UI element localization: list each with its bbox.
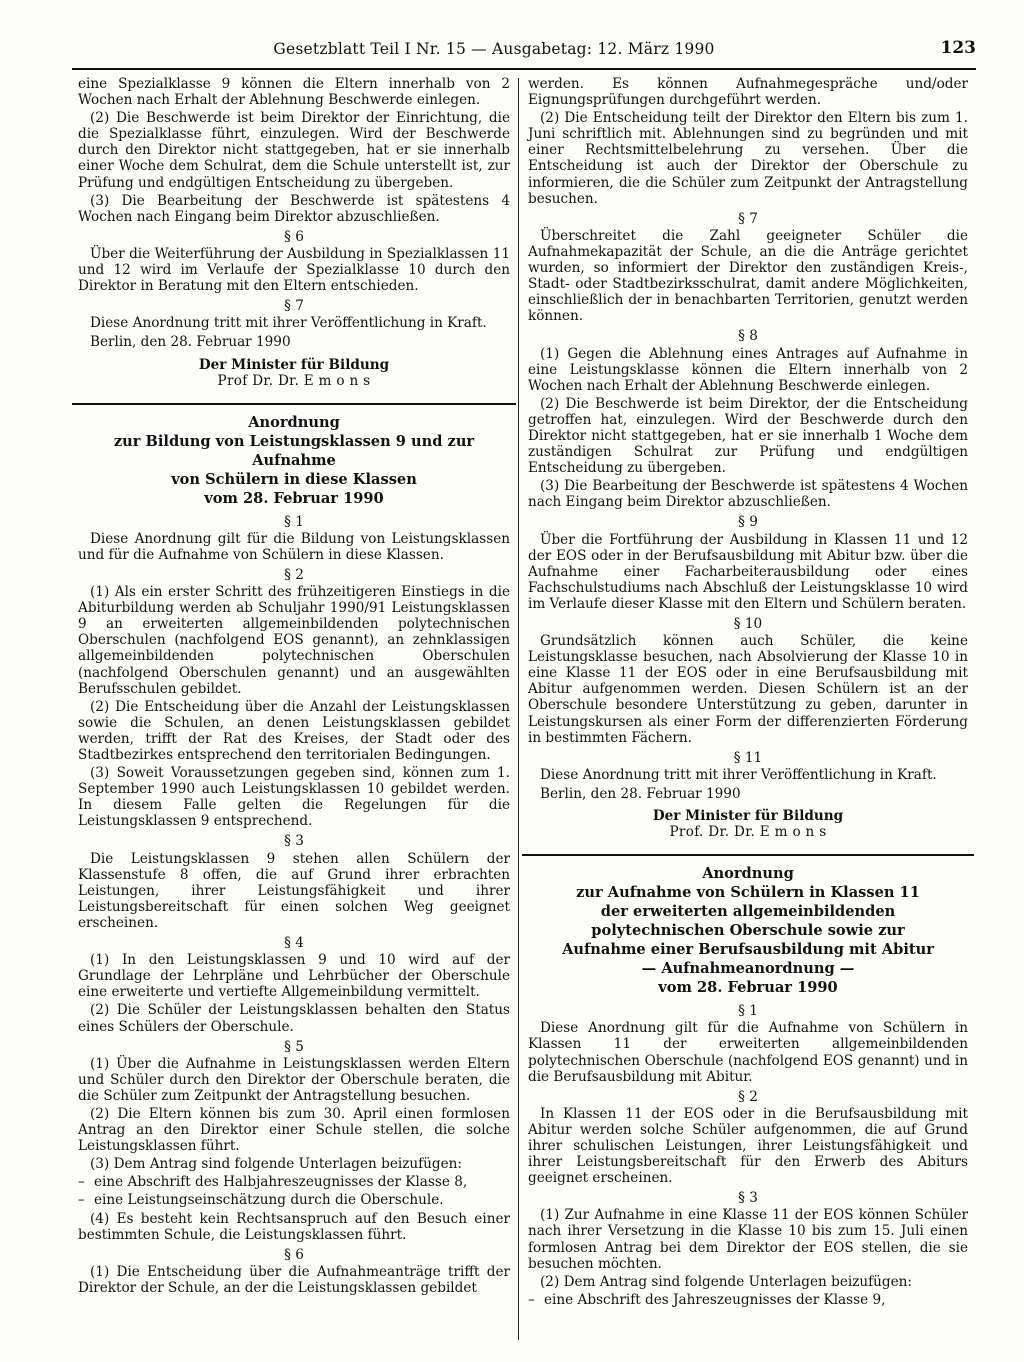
paragraph: Diese Anordnung tritt mit ihrer Veröffentlichung in Kraft.: [90, 315, 487, 332]
list-item: – eine Abschrift des Halbjahreszeugnisses der Klasse 8,: [78, 1174, 468, 1191]
signatory-title: Der Minister für Bildung: [198, 356, 390, 373]
section-heading: § 8: [738, 328, 758, 345]
section-separator: [72, 403, 516, 405]
signatory-title: Der Minister für Bildung: [652, 808, 844, 825]
section-heading: § 2: [738, 1088, 758, 1105]
paragraph: (1) Gegen die Ablehnung eines Antrages auf Aufnahme in eine Leistungsklasse können die Eltern innerhalb von 2 Wochen nach Erhalt der Ablehnung Beschwerde einlegen.: [528, 345, 968, 394]
section-heading: § 10: [733, 616, 763, 632]
paragraph: (1) Zur Aufnahme in eine Klasse 11 der EOS können Schüler nach ihrer Versetzung in die Klasse 10 bis zum 15. Juli einen formlosen Antrag bei dem Direktor der EOS stellen, die sie besuchen möchten.: [528, 1207, 968, 1272]
section-heading: § 7: [284, 298, 304, 315]
paragraph: (2) Die Beschwerde ist beim Direktor, der die Entscheidung getroffen hat, einzulegen. Wird der Beschwerde durch den Direktor nicht stattgegeben, hat er sie innerhalb 1 Woche dem zuständigen Schulrat zur Prüfung und endgültigen Entscheidung zu übergeben.: [528, 395, 968, 477]
signing-date: Berlin, den 28. Februar 1990: [90, 334, 291, 351]
title-line: Aufnahme einer Berufsausbildung mit Abitur: [562, 941, 934, 959]
paragraph: (4) Es besteht kein Rechtsanspruch auf den Besuch einer bestimmten Schule, die Leistungsklassen führt.: [78, 1210, 510, 1243]
title-line: zur Bildung von Leistungsklassen 9 und zur Aufnahme: [113, 432, 475, 469]
paragraph: (3) Die Bearbeitung der Beschwerde ist spätestens 4 Wochen nach Eingang beim Direktor abzuschließen.: [528, 478, 968, 511]
signature-block: [528, 808, 968, 840]
title-line: der erweiterten allgemeinbildenden: [600, 903, 896, 921]
list-item: – eine Abschrift des Jahreszeugnisses der Klasse 9,: [528, 1291, 886, 1308]
paragraph: (1) Die Entscheidung über die Aufnahmeanträge trifft der Direktor der Schule, an der die Leistungsklassen gebildet: [78, 1263, 510, 1296]
paragraph: (2) Die Beschwerde ist beim Direktor der Einrichtung, die die Spezialklasse führt, einzulegen. Wird der Beschwerde durch den Direktor nicht stattgegeben, hat er sie innerhalb einer Woche dem Schulrat, dem die Schule unterstellt ist, zur Prüfung und endgültigen Entscheidung zu übergeben.: [78, 110, 510, 191]
section-heading: § 3: [284, 833, 304, 850]
paragraph: (3) Dem Antrag sind folgende Unterlagen beizufügen:: [90, 1156, 462, 1173]
signatory-name: Prof. Dr. Dr. E m o n s: [669, 824, 827, 841]
paragraph: Überschreitet die Zahl geeigneter Schüler die Aufnahmekapazität der Schule, an die die Anträge gerichtet wurden, so informiert der Direktor den zuständigen Kreis-, Stadt- oder Stadtbezirksschulrat, damit andere Möglichkeiten, einschließlich der in benachbarten Territorien, genutzt werden können.: [528, 227, 968, 325]
paragraph: (2) Dem Antrag sind folgende Unterlagen beizufügen:: [540, 1273, 912, 1290]
paragraph: Die Leistungsklassen 9 stehen allen Schülern der Klassenstufe 8 offen, die auf Grund ihrer erbrachten Leistungen, ihrer Leistungsfähigkeit und ihrer Leistungsbereitschaft für einen solchen Weg geeignet erscheinen.: [78, 850, 510, 931]
title-line: vom 28. Februar 1990: [658, 979, 838, 997]
paragraph: In Klassen 11 der EOS oder in die Berufsausbildung mit Abitur werden solche Schüler aufgenommen, die auf Grund ihrer schulischen Leistungen, ihrer Leistungsfähigkeit und ihrer Leistungsbereitschaft für den Erwerb des Abiturs geeignet erscheinen.: [528, 1105, 968, 1187]
section-heading: § 9: [738, 514, 758, 531]
decree-title: [78, 413, 510, 508]
page-number: 123: [940, 38, 976, 58]
paragraph: Grundsätzlich können auch Schüler, die keine Leistungsklasse besuchen, nach Absolvierung der Klasse 10 in eine Klasse 11 der EOS oder in eine Berufsausbildung mit Abitur aufgenommen werden. Diesen Schülern ist an der Oberschule besondere Unterstützung zu geben, darunter in Leistungskursen als einer Form der differenzierten Förderung in bestimmten Fächern.: [528, 633, 968, 746]
title-line: polytechnischen Oberschule sowie zur: [591, 922, 905, 940]
paragraph: (1) In den Leistungsklassen 9 und 10 wird auf der Grundlage der Lehrpläne und Lehrbücher der Oberschule eine erweiterte und vertiefte Allgemeinbildung vermittelt.: [78, 952, 510, 1001]
title-line: von Schülern in diese Klassen: [171, 470, 417, 488]
paragraph: Über die Weiterführung der Ausbildung in Spezialklassen 11 und 12 wird im Verlaufe der Spezialklasse 10 durch den Direktor in Beratung mit den Eltern entschieden.: [78, 245, 510, 295]
column-divider: [518, 78, 519, 1340]
paragraph: Diese Anordnung gilt für die Aufnahme von Schülern in Klassen 11 der erweiterten allgemeinbildenden polytechnischen Oberschule (nachfolgend EOS genannt) und in die Berufsausbildung mit Abitur.: [528, 1020, 968, 1085]
section-heading: § 7: [738, 210, 758, 227]
section-heading: § 6: [284, 1246, 304, 1263]
section-heading: § 6: [284, 228, 304, 245]
paragraph: (3) Die Bearbeitung der Beschwerde ist spätestens 4 Wochen nach Eingang beim Direktor abzuschließen.: [78, 192, 510, 225]
paragraph: Diese Anordnung tritt mit ihrer Veröffentlichung in Kraft.: [540, 766, 937, 783]
title-line: Anordnung: [248, 413, 340, 431]
header-title: Gesetzblatt Teil I Nr. 15 — Ausgabetag: 12. März 1990: [273, 40, 715, 58]
list-item: – eine Leistungseinschätzung durch die Oberschule.: [78, 1192, 444, 1209]
title-line: zur Aufnahme von Schülern in Klassen 11: [576, 884, 920, 902]
paragraph: (2) Die Entscheidung über die Anzahl der Leistungsklassen sowie die Schulen, an denen Leistungsklassen gebildet werden, trifft der Rat des Kreises, der Stadt oder des Stadtbezirkes entsprechend den territorialen Bedingungen.: [78, 698, 510, 763]
section-heading: § 4: [284, 935, 304, 952]
paragraph: (2) Die Schüler der Leistungsklassen behalten den Status eines Schülers der Oberschule.: [78, 1002, 510, 1035]
signature-block: [78, 357, 510, 389]
section-separator: [522, 854, 974, 856]
right-column: [528, 76, 968, 1310]
left-column: [78, 76, 510, 1298]
paragraph: (1) Als ein erster Schritt des frühzeitigeren Einstiegs in die Abiturbildung werden ab Schuljahr 1990/91 Leistungsklassen 9 an erweiterten allgemeinbildenden polytechnischen Oberschulen (nachfolgend EOS genannt), an zehnklassigen allgemeinbildenden polytechnischen Oberschulen (nachfolgend Oberschulen genannt) und an ausgewählten Berufsschulen gebildet.: [78, 584, 510, 697]
paragraph: (1) Über die Aufnahme in Leistungsklassen werden Eltern und Schüler durch den Direktor der Oberschule beraten, die die Schüler zum Zeitpunkt der Antragstellung besuchen.: [78, 1055, 510, 1104]
title-line: vom 28. Februar 1990: [204, 489, 384, 507]
signatory-name: Prof Dr. Dr. E m o n s: [217, 372, 371, 389]
paragraph: (2) Die Entscheidung teilt der Direktor den Eltern bis zum 1. Juni schriftlich mit. Ablehnungen sind zu begründen und mit einer Rechtsmittelbelehrung zu versehen. Über die Entscheidung ist auch der Direktor der Oberschule zu informieren, die die Schüler zum Zeitpunkt der Antragstellung besuchen.: [528, 110, 968, 207]
section-heading: § 1: [284, 513, 304, 530]
paragraph: (3) Soweit Voraussetzungen gegeben sind, können zum 1. September 1990 auch Leistungsklassen 10 gebildet werden. In diesem Falle gelten die Regelungen für die Leistungsklassen 9 entsprechend.: [78, 765, 510, 830]
signing-date: Berlin, den 28. Februar 1990: [540, 785, 741, 802]
paragraph: eine Spezialklasse 9 können die Eltern innerhalb von 2 Wochen nach Erhalt der Ablehnung Beschwerde einlegen.: [78, 76, 510, 109]
section-heading: § 1: [738, 1003, 758, 1020]
section-heading: § 5: [284, 1038, 304, 1055]
section-heading: § 3: [738, 1190, 758, 1207]
section-heading: § 2: [284, 566, 304, 583]
paragraph: werden. Es können Aufnahmegespräche und/oder Eignungsprüfungen durchgeführt werden.: [528, 76, 968, 109]
title-line: Anordnung: [702, 865, 794, 883]
paragraph: Diese Anordnung gilt für die Bildung von Leistungsklassen und für die Aufnahme von Schülern in diese Klassen.: [78, 530, 510, 563]
decree-title: [528, 864, 968, 997]
section-heading: § 11: [733, 749, 763, 766]
paragraph: (2) Die Eltern können bis zum 30. April einen formlosen Antrag an den Direktor einer Schule stellen, die solche Leistungsklassen führt.: [78, 1105, 510, 1155]
title-line: — Aufnahmeanordnung —: [641, 960, 855, 978]
page-header: [72, 38, 976, 70]
paragraph: Über die Fortführung der Ausbildung in Klassen 11 und 12 der EOS oder in der Berufsausbildung mit Abitur bzw. über die Aufnahme einer Facharbeiterausbildung oder eines Fachschulstudiums nach Abschluß der Leistungsklasse 10 wird im Verlaufe dieser Klasse mit den Eltern und Schülern beraten.: [528, 531, 968, 612]
